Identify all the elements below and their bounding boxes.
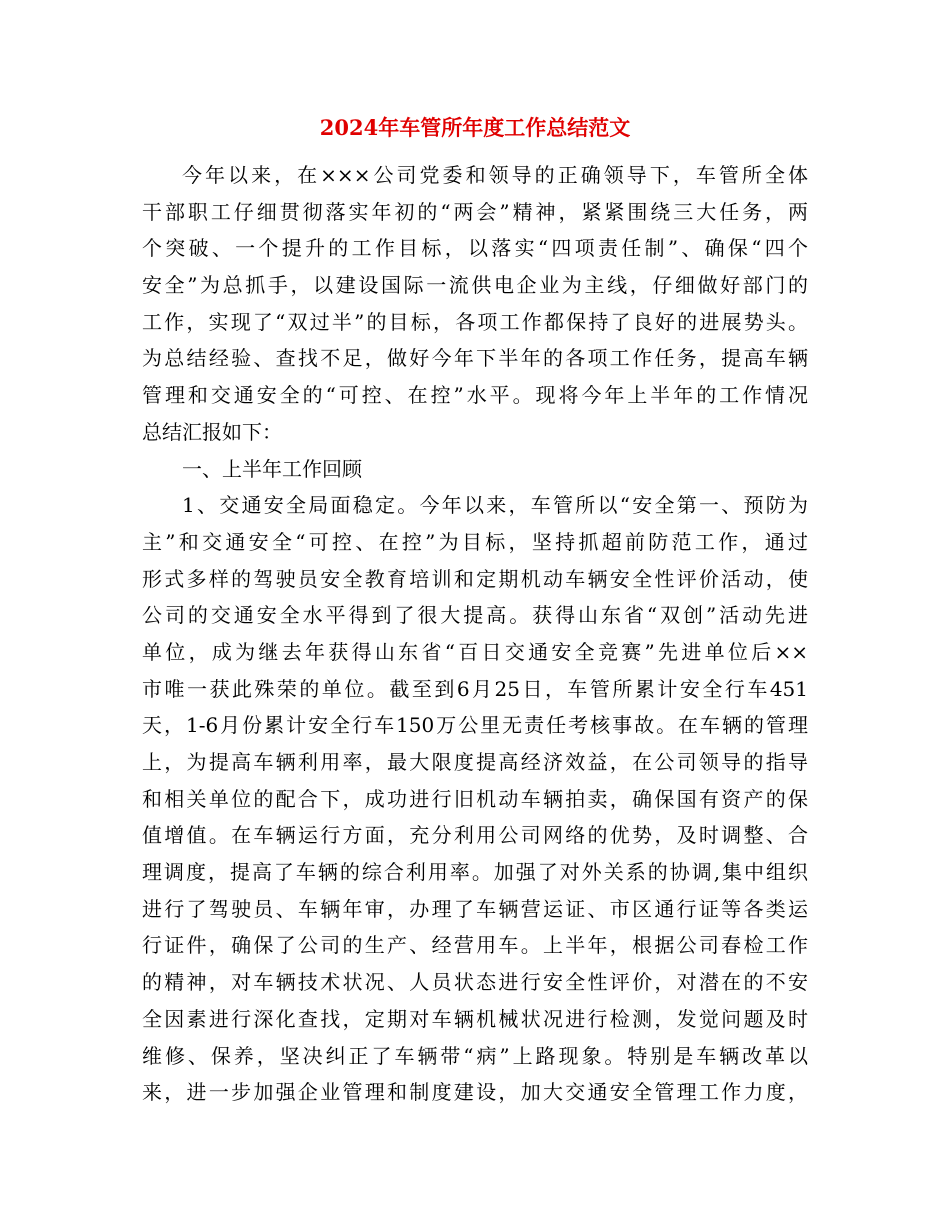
text-line: 为总结经验、查找不足，做好今年下半年的各项工作任务，提高车辆 — [142, 346, 808, 371]
text-line: 和相关单位的配合下，成功进行旧机动车辆拍卖，确保国有资产的保 — [142, 786, 808, 811]
text-line: 形式多样的驾驶员安全教育培训和定期机动车辆安全性评价活动，使 — [142, 566, 808, 591]
text-line: 总结汇报如下： — [142, 419, 282, 444]
text-line: 行证件，确保了公司的生产、经营用车。上半年，根据公司春检工作 — [142, 933, 808, 958]
text-line: 个突破、一个提升的工作目标，以落实“四项责任制”、确保“四个 — [142, 236, 808, 261]
text-line: 上，为提高车辆利用率，最大限度提高经济效益，在公司领导的指导 — [142, 750, 808, 774]
text-line: 一、上半年工作回顾 — [182, 456, 362, 481]
text-line: 工作，实现了“双过半”的目标，各项工作都保持了良好的进展势头。 — [142, 309, 808, 334]
text-line: 公司的交通安全水平得到了很大提高。获得山东省“双创”活动先进 — [142, 603, 808, 628]
text-line: 干部职工仔细贯彻落实年初的“两会”精神，紧紧围绕三大任务，两 — [142, 199, 808, 224]
text-line: 进行了驾驶员、车辆年审，办理了车辆营运证、市区通行证等各类运 — [142, 896, 808, 921]
text-line: 理调度，提高了车辆的综合利用率。加强了对外关系的协调,集中组织 — [142, 860, 808, 885]
text-line: 天，1-6月份累计安全行车150万公里无责任考核事故。在车辆的管理 — [142, 713, 808, 738]
text-line: 的精神，对车辆技术状况、人员状态进行安全性评价，对潜在的不安 — [142, 970, 808, 995]
text-line: 管理和交通安全的“可控、在控”水平。现将今年上半年的工作情况 — [142, 383, 808, 408]
document-title: 2024年车管所年度工作总结范文 — [319, 115, 631, 140]
text-line: 1、交通安全局面稳定。今年以来，车管所以“安全第一、预防为 — [182, 493, 808, 518]
text-line: 值增值。在车辆运行方面，充分利用公司网络的优势，及时调整、合 — [142, 823, 808, 848]
text-line: 主”和交通安全“可控、在控”为目标，坚持抓超前防范工作，通过 — [142, 529, 808, 554]
text-line: 维修、保养，坚决纠正了车辆带“病”上路现象。特别是车辆改革以 — [142, 1043, 808, 1068]
text-line: 全因素进行深化查找，定期对车辆机械状况进行检测，发觉问题及时 — [142, 1006, 808, 1031]
text-line: 单位，成为继去年获得山东省“百日交通安全竞赛”先进单位后×× — [142, 639, 808, 664]
document-body — [142, 157, 808, 1111]
text-line: 安全”为总抓手，以建设国际一流供电企业为主线，仔细做好部门的 — [142, 273, 808, 298]
text-line: 来，进一步加强企业管理和制度建设，加大交通安全管理工作力度， — [142, 1080, 808, 1105]
text-line: 今年以来，在×××公司党委和领导的正确领导下，车管所全体 — [182, 163, 808, 187]
text-line: 市唯一获此殊荣的单位。截至到6月25日，车管所累计安全行车451 — [142, 676, 808, 701]
